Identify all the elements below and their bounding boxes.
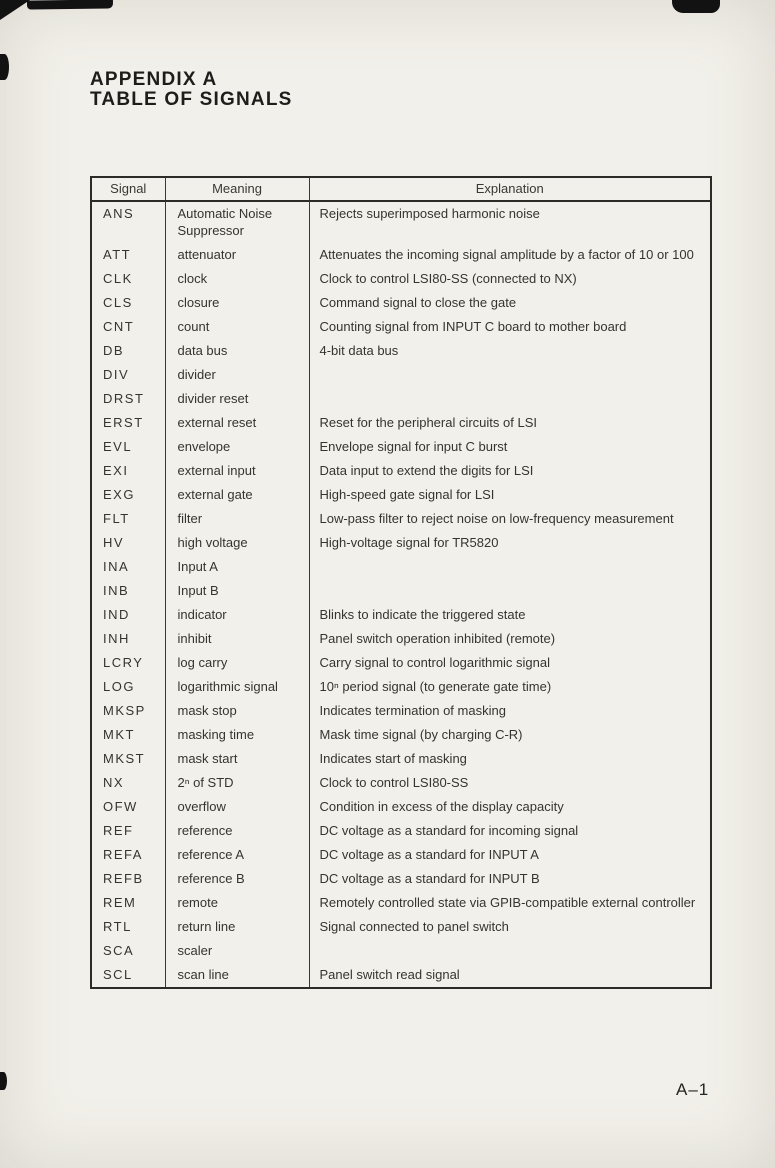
- meaning-cell: overflow: [165, 795, 309, 819]
- header-explanation: Explanation: [309, 177, 711, 201]
- table-row: [91, 867, 711, 891]
- meaning-cell: attenuator: [165, 243, 309, 267]
- explanation-cell: [309, 579, 711, 603]
- explanation-cell: Clock to control LSI80-SS (connected to NX): [309, 267, 711, 291]
- table-row: [91, 579, 711, 603]
- page-number: A–1: [676, 1080, 710, 1099]
- meaning-cell: logarithmic signal: [165, 675, 309, 699]
- meaning-cell: data bus: [165, 339, 309, 363]
- table-row: [91, 843, 711, 867]
- table-row: [91, 819, 711, 843]
- table-row: [91, 603, 711, 627]
- table-row: [91, 459, 711, 483]
- table-row: [91, 339, 711, 363]
- signal-cell: ANS: [103, 206, 135, 221]
- explanation-cell: Carry signal to control logarithmic signal: [309, 651, 711, 675]
- signal-cell: REM: [103, 895, 137, 910]
- explanation-cell: Clock to control LSI80-SS: [309, 771, 711, 795]
- explanation-cell: Command signal to close the gate: [309, 291, 711, 315]
- signal-cell: EXG: [103, 487, 135, 502]
- signal-cell: SCL: [103, 967, 133, 982]
- signal-cell: EXI: [103, 463, 129, 478]
- table-row: [91, 675, 711, 699]
- explanation-cell: Panel switch read signal: [309, 963, 711, 988]
- signal-cell: FLT: [103, 511, 130, 526]
- explanation-cell: Indicates start of masking: [309, 747, 711, 771]
- explanation-cell: DC voltage as a standard for INPUT A: [309, 843, 711, 867]
- meaning-cell: external reset: [165, 411, 309, 435]
- explanation-cell: Indicates termination of masking: [309, 699, 711, 723]
- meaning-cell: mask stop: [165, 699, 309, 723]
- explanation-cell: Mask time signal (by charging C-R): [309, 723, 711, 747]
- signal-cell: HV: [103, 535, 125, 550]
- signal-cell: DB: [103, 343, 125, 358]
- table-row: [91, 891, 711, 915]
- page-title-line1: APPENDIX A: [90, 69, 218, 90]
- meaning-cell: log carry: [165, 651, 309, 675]
- signal-cell: LCRY: [103, 655, 144, 670]
- table-row: [91, 267, 711, 291]
- explanation-cell: [309, 555, 711, 579]
- table-row: [91, 531, 711, 555]
- explanation-cell: Panel switch operation inhibited (remote): [309, 627, 711, 651]
- explanation-cell: Attenuates the incoming signal amplitude by a factor of 10 or 100: [309, 243, 711, 267]
- table-row: [91, 363, 711, 387]
- meaning-cell: 2ⁿ of STD: [165, 771, 309, 795]
- signal-cell: INB: [103, 583, 130, 598]
- explanation-cell: [309, 939, 711, 963]
- meaning-cell: Input B: [165, 579, 309, 603]
- explanation-cell: Rejects superimposed harmonic noise: [309, 201, 711, 243]
- scan-artifact-top-right: [672, 0, 720, 13]
- signal-cell: LOG: [103, 679, 135, 694]
- explanation-cell: [309, 387, 711, 411]
- explanation-cell: Counting signal from INPUT C board to mother board: [309, 315, 711, 339]
- table-row: [91, 243, 711, 267]
- table-row: [91, 699, 711, 723]
- table-row: [91, 483, 711, 507]
- meaning-cell: scan line: [165, 963, 309, 988]
- signal-cell: DIV: [103, 367, 130, 382]
- signal-cell: RTL: [103, 919, 132, 934]
- table-row: [91, 771, 711, 795]
- signal-cell: ATT: [103, 247, 132, 262]
- table-row: [91, 747, 711, 771]
- signal-cell: NX: [103, 775, 125, 790]
- explanation-cell: DC voltage as a standard for incoming signal: [309, 819, 711, 843]
- signal-cell: MKSP: [103, 703, 146, 718]
- meaning-cell: high voltage: [165, 531, 309, 555]
- table-row: [91, 291, 711, 315]
- scan-artifact-top-left: [0, 0, 30, 20]
- meaning-cell: inhibit: [165, 627, 309, 651]
- meaning-cell: indicator: [165, 603, 309, 627]
- signal-cell: ERST: [103, 415, 144, 430]
- table-row: [91, 627, 711, 651]
- signals-table: [90, 176, 712, 989]
- meaning-cell: count: [165, 315, 309, 339]
- meaning-cell: divider: [165, 363, 309, 387]
- meaning-cell: external input: [165, 459, 309, 483]
- meaning-cell: reference B: [165, 867, 309, 891]
- explanation-cell: High-voltage signal for TR5820: [309, 531, 711, 555]
- signal-cell: DRST: [103, 391, 145, 406]
- signal-cell: EVL: [103, 439, 133, 454]
- signals-table-container: [90, 176, 710, 989]
- signal-cell: REF: [103, 823, 134, 838]
- signal-cell: CLS: [103, 295, 133, 310]
- explanation-cell: [309, 363, 711, 387]
- meaning-cell: reference: [165, 819, 309, 843]
- explanation-cell: Condition in excess of the display capacity: [309, 795, 711, 819]
- table-row: [91, 387, 711, 411]
- explanation-cell: Remotely controlled state via GPIB-compatible external controller: [309, 891, 711, 915]
- table-row: [91, 315, 711, 339]
- meaning-cell: Input A: [165, 555, 309, 579]
- meaning-cell: filter: [165, 507, 309, 531]
- meaning-cell: clock: [165, 267, 309, 291]
- meaning-cell: Automatic Noise Suppressor: [165, 201, 309, 243]
- header-meaning: Meaning: [165, 177, 309, 201]
- signals-table-body: [91, 201, 711, 988]
- signal-cell: CNT: [103, 319, 135, 334]
- signal-cell: IND: [103, 607, 130, 622]
- meaning-cell: reference A: [165, 843, 309, 867]
- table-row: [91, 651, 711, 675]
- table-row: [91, 555, 711, 579]
- signal-cell: INA: [103, 559, 130, 574]
- table-row: [91, 201, 711, 243]
- signal-cell: SCA: [103, 943, 135, 958]
- meaning-cell: scaler: [165, 939, 309, 963]
- meaning-cell: mask start: [165, 747, 309, 771]
- explanation-cell: Low-pass filter to reject noise on low-frequency measurement: [309, 507, 711, 531]
- explanation-cell: 10ⁿ period signal (to generate gate time): [309, 675, 711, 699]
- table-row: [91, 411, 711, 435]
- explanation-cell: Blinks to indicate the triggered state: [309, 603, 711, 627]
- table-row: [91, 963, 711, 988]
- meaning-cell: envelope: [165, 435, 309, 459]
- header-signal: Signal: [91, 177, 165, 201]
- table-row: [91, 723, 711, 747]
- meaning-cell: external gate: [165, 483, 309, 507]
- explanation-cell: Signal connected to panel switch: [309, 915, 711, 939]
- page-title-line2: TABLE OF SIGNALS: [90, 89, 293, 110]
- explanation-cell: 4-bit data bus: [309, 339, 711, 363]
- meaning-cell: return line: [165, 915, 309, 939]
- explanation-cell: Reset for the peripheral circuits of LSI: [309, 411, 711, 435]
- signal-cell: REFB: [103, 871, 144, 886]
- signal-cell: INH: [103, 631, 130, 646]
- meaning-cell: divider reset: [165, 387, 309, 411]
- table-row: [91, 507, 711, 531]
- page-title: [90, 70, 293, 110]
- explanation-cell: High-speed gate signal for LSI: [309, 483, 711, 507]
- meaning-cell: closure: [165, 291, 309, 315]
- signal-cell: MKT: [103, 727, 135, 742]
- explanation-cell: Data input to extend the digits for LSI: [309, 459, 711, 483]
- scan-artifact-left-edge: [0, 54, 9, 80]
- table-row: [91, 795, 711, 819]
- table-row: [91, 915, 711, 939]
- table-row: [91, 939, 711, 963]
- signal-cell: MKST: [103, 751, 146, 766]
- explanation-cell: DC voltage as a standard for INPUT B: [309, 867, 711, 891]
- signal-cell: OFW: [103, 799, 138, 814]
- scan-artifact-top-smear: [27, 0, 113, 10]
- table-row: [91, 435, 711, 459]
- signal-cell: REFA: [103, 847, 143, 862]
- table-header-row: [91, 177, 711, 201]
- meaning-cell: remote: [165, 891, 309, 915]
- meaning-cell: masking time: [165, 723, 309, 747]
- signal-cell: CLK: [103, 271, 133, 286]
- explanation-cell: Envelope signal for input C burst: [309, 435, 711, 459]
- scan-artifact-bottom-left: [0, 1072, 7, 1090]
